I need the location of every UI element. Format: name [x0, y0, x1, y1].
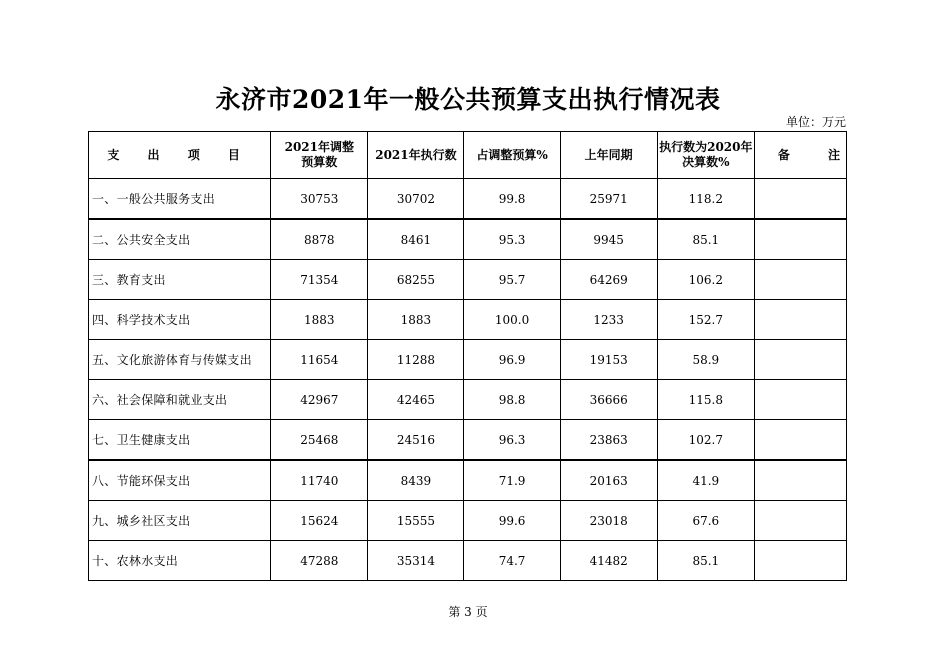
- cell-remark: [754, 219, 846, 260]
- cell-pct: 85.1: [657, 219, 754, 260]
- cell-budget: 1883: [271, 300, 368, 340]
- cell-executed: 30702: [368, 179, 464, 220]
- cell-ratio: 95.7: [464, 260, 560, 300]
- cell-budget: 11740: [271, 460, 368, 501]
- table-row: [89, 340, 847, 380]
- cell-item-name: 十、农林水支出: [89, 541, 271, 581]
- cell-executed: 15555: [368, 501, 464, 541]
- table-row: [89, 179, 847, 220]
- cell-item-name: 七、卫生健康支出: [89, 420, 271, 461]
- cell-last-year: 64269: [560, 260, 657, 300]
- cell-executed: 68255: [368, 260, 464, 300]
- cell-budget: 25468: [271, 420, 368, 461]
- table-row: [89, 300, 847, 340]
- cell-pct: 67.6: [657, 501, 754, 541]
- cell-budget: 42967: [271, 380, 368, 420]
- cell-pct: 41.9: [657, 460, 754, 501]
- cell-remark: [754, 380, 846, 420]
- cell-executed: 42465: [368, 380, 464, 420]
- cell-ratio: 96.3: [464, 420, 560, 461]
- cell-budget: 30753: [271, 179, 368, 220]
- cell-ratio: 71.9: [464, 460, 560, 501]
- header-pct: 执行数为2020年 决算数%: [657, 132, 754, 179]
- cell-executed: 1883: [368, 300, 464, 340]
- cell-ratio: 99.8: [464, 179, 560, 220]
- cell-remark: [754, 179, 846, 220]
- header-last-year: 上年同期: [560, 132, 657, 179]
- header-item: 支 出 项 目: [89, 132, 271, 179]
- cell-remark: [754, 501, 846, 541]
- cell-remark: [754, 541, 846, 581]
- table-row: [89, 501, 847, 541]
- cell-ratio: 95.3: [464, 219, 560, 260]
- cell-budget: 8878: [271, 219, 368, 260]
- header-budget: 2021年调整 预算数: [271, 132, 368, 179]
- cell-last-year: 19153: [560, 340, 657, 380]
- cell-item-name: 二、公共安全支出: [89, 219, 271, 260]
- cell-item-name: 三、教育支出: [89, 260, 271, 300]
- cell-item-name: 八、节能环保支出: [89, 460, 271, 501]
- cell-budget: 11654: [271, 340, 368, 380]
- page-footer: 第 3 页: [448, 605, 488, 619]
- cell-remark: [754, 260, 846, 300]
- cell-ratio: 74.7: [464, 541, 560, 581]
- cell-remark: [754, 300, 846, 340]
- cell-item-name: 九、城乡社区支出: [89, 501, 271, 541]
- cell-pct: 118.2: [657, 179, 754, 220]
- table-row: [89, 260, 847, 300]
- table-row: [89, 460, 847, 501]
- table-row: [89, 541, 847, 581]
- cell-pct: 85.1: [657, 541, 754, 581]
- table-header-row: [89, 132, 847, 179]
- table-row: [89, 420, 847, 461]
- cell-last-year: 25971: [560, 179, 657, 220]
- header-executed: 2021年执行数: [368, 132, 464, 179]
- cell-ratio: 98.8: [464, 380, 560, 420]
- cell-executed: 24516: [368, 420, 464, 461]
- cell-ratio: 100.0: [464, 300, 560, 340]
- table-row: [89, 380, 847, 420]
- cell-executed: 8461: [368, 219, 464, 260]
- cell-pct: 58.9: [657, 340, 754, 380]
- cell-item-name: 一、一般公共服务支出: [89, 179, 271, 220]
- cell-remark: [754, 420, 846, 461]
- cell-last-year: 23863: [560, 420, 657, 461]
- cell-executed: 35314: [368, 541, 464, 581]
- header-ratio: 占调整预算%: [464, 132, 560, 179]
- cell-remark: [754, 340, 846, 380]
- cell-pct: 102.7: [657, 420, 754, 461]
- cell-budget: 47288: [271, 541, 368, 581]
- cell-last-year: 36666: [560, 380, 657, 420]
- cell-last-year: 23018: [560, 501, 657, 541]
- cell-executed: 11288: [368, 340, 464, 380]
- cell-pct: 106.2: [657, 260, 754, 300]
- cell-budget: 15624: [271, 501, 368, 541]
- page-title: 永济市2021年一般公共预算支出执行情况表: [215, 85, 721, 114]
- cell-item-name: 五、文化旅游体育与传媒支出: [89, 340, 271, 380]
- table-row: [89, 219, 847, 260]
- header-remark: 备 注: [754, 132, 846, 179]
- cell-last-year: 41482: [560, 541, 657, 581]
- budget-table: [88, 131, 847, 581]
- cell-ratio: 99.6: [464, 501, 560, 541]
- cell-last-year: 9945: [560, 219, 657, 260]
- cell-item-name: 四、科学技术支出: [89, 300, 271, 340]
- cell-last-year: 20163: [560, 460, 657, 501]
- cell-pct: 152.7: [657, 300, 754, 340]
- cell-item-name: 六、社会保障和就业支出: [89, 380, 271, 420]
- cell-ratio: 96.9: [464, 340, 560, 380]
- cell-budget: 71354: [271, 260, 368, 300]
- unit-label: 单位：万元: [785, 115, 846, 129]
- cell-executed: 8439: [368, 460, 464, 501]
- cell-last-year: 1233: [560, 300, 657, 340]
- cell-remark: [754, 460, 846, 501]
- cell-pct: 115.8: [657, 380, 754, 420]
